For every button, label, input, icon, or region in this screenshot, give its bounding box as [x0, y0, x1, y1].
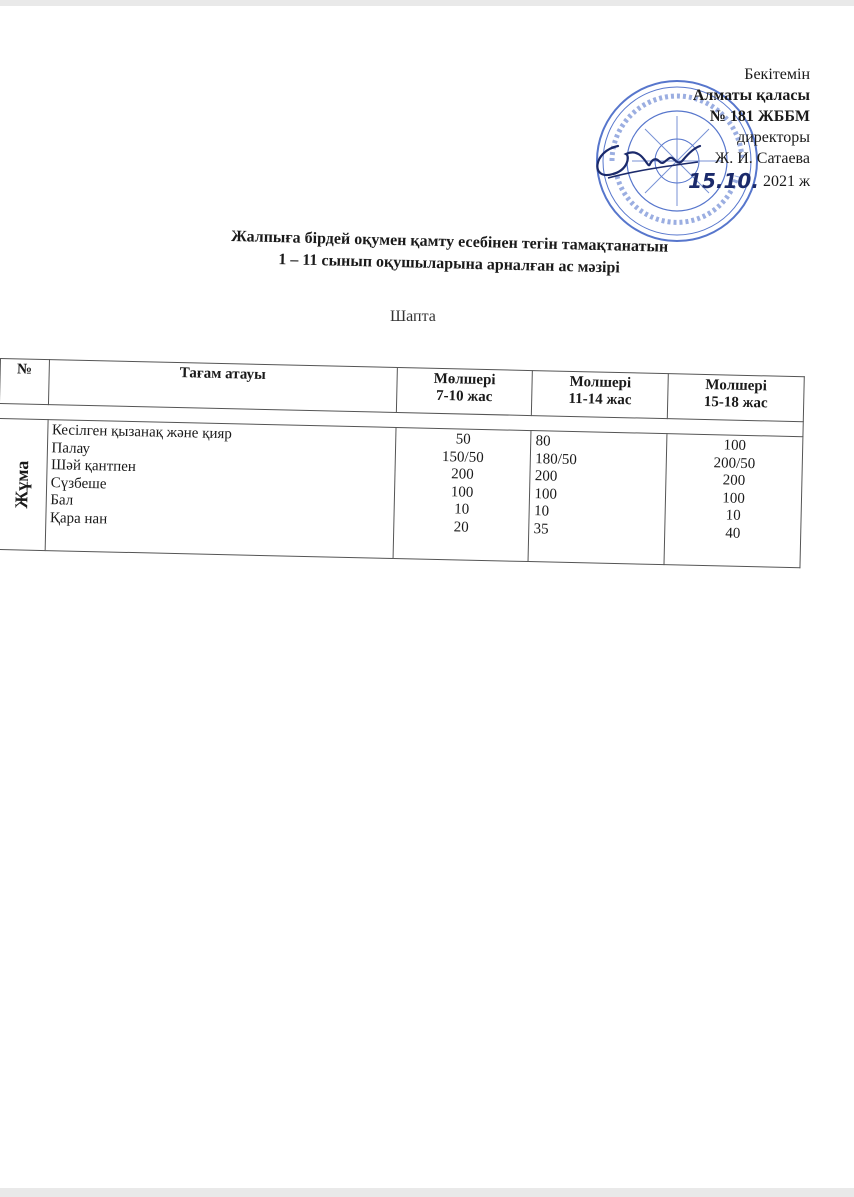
header-qty-11-14-age: 11-14 жас [568, 390, 632, 409]
approval-line-approve: Бекітемін [744, 66, 810, 83]
qty-7-10-cell [393, 427, 532, 561]
qty-value: 10 [533, 503, 550, 520]
header-qty-11-14-label: Молшері [569, 373, 632, 392]
qty-value: 10 [725, 507, 741, 524]
header-qty-7-10-label: Мөлшері [433, 370, 496, 389]
qty-value: 100 [450, 483, 474, 501]
qty-value: 100 [722, 489, 746, 507]
day-name: Жұма [10, 460, 32, 509]
dish-item: Шәй қантпен [50, 457, 137, 476]
dish-item: Қара нан [49, 509, 108, 527]
qty-value: 200 [722, 472, 746, 489]
qty-15-18-cell [664, 434, 803, 568]
approval-date [688, 169, 810, 192]
dish-list-cell [45, 420, 396, 559]
week-day-heading: Шапта [390, 308, 436, 325]
table-row [0, 418, 803, 567]
header-number: № [0, 359, 49, 405]
qty-value: 150/50 [441, 448, 484, 466]
menu-table-wrap [0, 358, 810, 616]
qty-11-14-cell [528, 431, 667, 565]
qty-value: 10 [453, 501, 470, 518]
menu-table [0, 358, 805, 568]
qty-value: 180/50 [535, 450, 578, 468]
qty-value: 100 [534, 485, 558, 503]
qty-value: 200 [534, 468, 558, 485]
approval-block [688, 64, 810, 192]
dish-item: Палау [51, 439, 91, 457]
qty-value: 20 [453, 518, 469, 536]
title-line-1: Жалпыға бірдей оқумен қамту есебінен тегін тамақтанатын [230, 227, 669, 256]
handwritten-date: 15.10. [688, 169, 759, 193]
qty-value: 35 [533, 520, 549, 537]
header-qty-11-14 [532, 371, 669, 419]
header-qty-15-18-age: 15-18 жас [703, 393, 768, 412]
date-year: 2021 ж [762, 173, 810, 190]
document-page [0, 6, 854, 1188]
qty-value: 80 [535, 433, 551, 450]
approval-line-school: № 181 ЖББМ [709, 108, 810, 125]
header-qty-15-18-label: Молшері [705, 377, 768, 395]
header-qty-7-10 [396, 368, 533, 416]
qty-value: 200 [451, 466, 474, 483]
approval-line-name: Ж. И. Сатаева [714, 150, 810, 167]
approval-line-city: Алматы қаласы [692, 87, 810, 104]
approval-line-position: директоры [737, 129, 810, 146]
header-dish-name: Тағам атауы [48, 360, 397, 413]
qty-value: 40 [725, 525, 741, 542]
qty-value: 100 [723, 437, 747, 454]
title-line-2: 1 – 11 сынып оқушыларына арналған ас мәзірі [278, 251, 621, 277]
qty-value: 200/50 [713, 454, 756, 472]
qty-value: 50 [455, 431, 471, 448]
dish-item: Бал [50, 492, 74, 509]
dish-item: Кесілген қызанақ және қияр [51, 422, 233, 443]
dish-item: Сүзбеше [50, 474, 107, 492]
day-cell [0, 418, 48, 550]
header-qty-7-10-age: 7-10 жас [435, 387, 493, 406]
header-qty-15-18 [667, 374, 804, 422]
